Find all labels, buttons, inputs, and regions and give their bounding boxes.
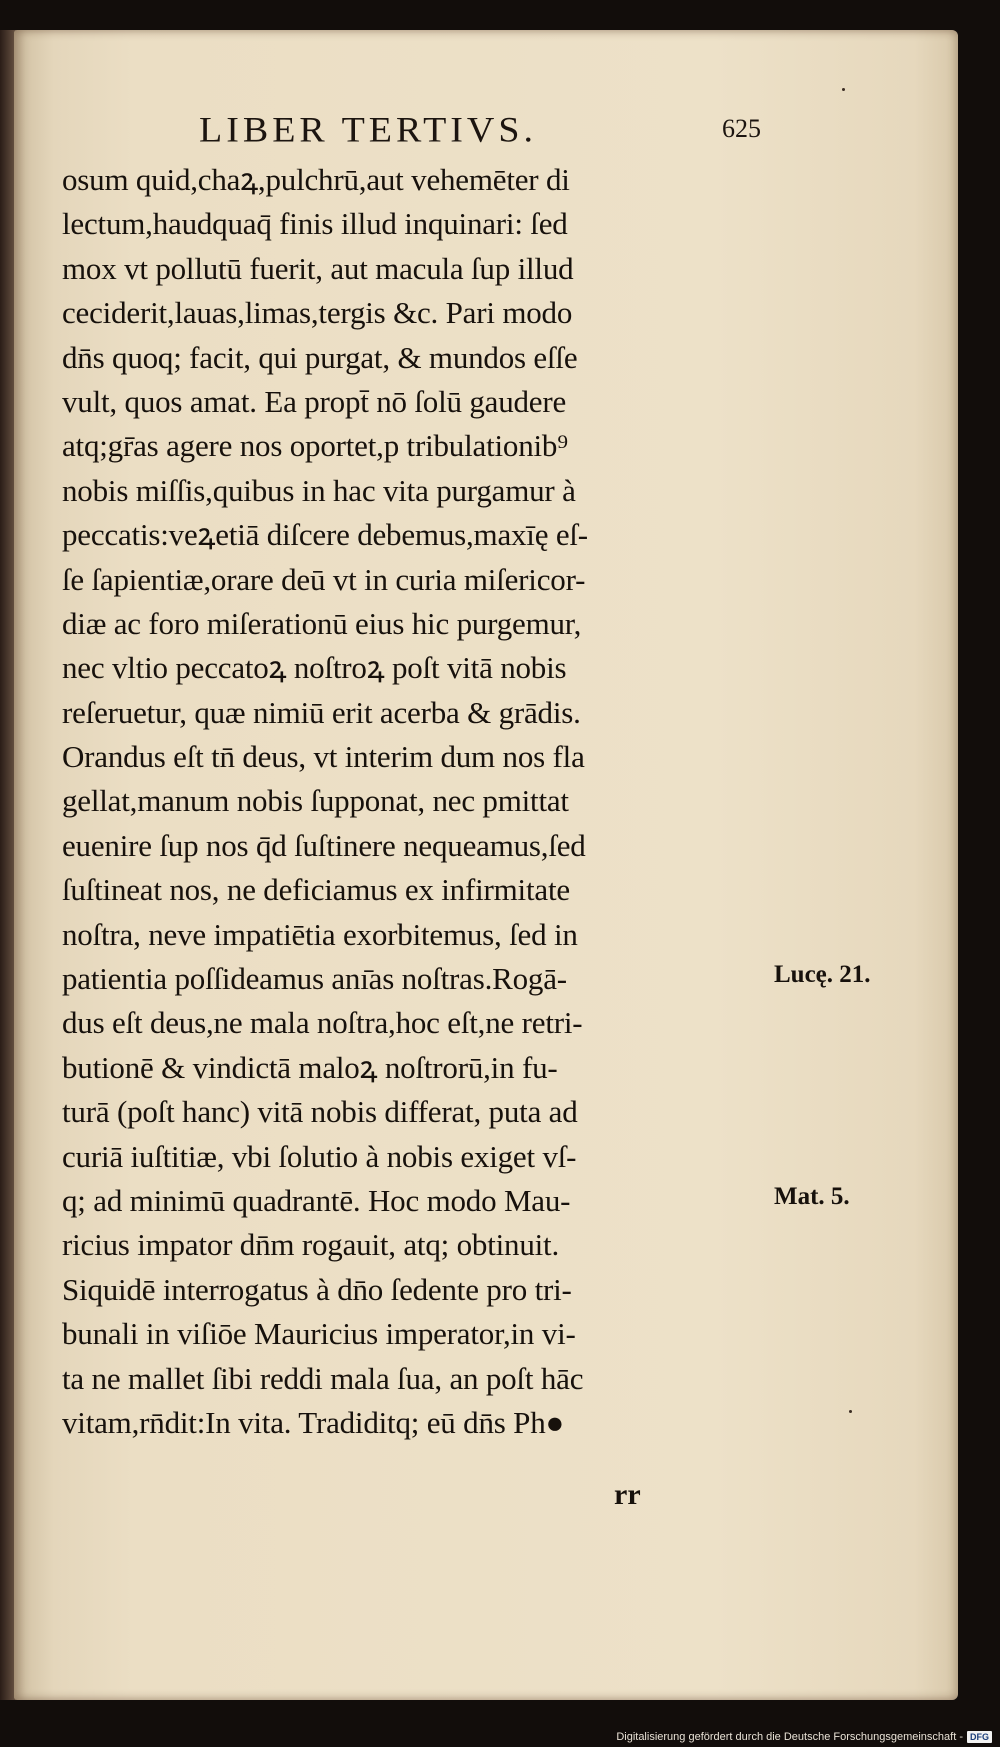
text-line: ſe ſapientiæ,orare deū vt in curia miſericor- [62,561,586,597]
running-head-title: LIBER TERTIVS. [199,110,538,150]
margin-note: Lucę. 21. [774,961,871,989]
credit-text: Digitalisierung gefördert durch die Deutsche Forschungsgemeinschaft - [616,1731,963,1743]
text-line: vitam,rn̄dit:In vita. Tradiditq; eū dn̄s Ph● [62,1404,565,1440]
text-line: Siquidē interrogatus à dn̄o ſedente pro tri- [62,1271,572,1307]
dfg-logo: DFG [967,1731,992,1743]
text-line: Orandus eſt tn̄ deus, vt interim dum nos fla [62,739,585,775]
text-line: butionē & vindictā maloꝝ noſtrorū,in fu- [62,1049,558,1085]
text-line: atq;gr̄as agere nos oportet,p tribulationib⁹ [62,428,568,464]
text-line: ta ne mallet ſibi reddi mala ſua, an poſt hāc [62,1360,584,1396]
book-page [14,30,958,1700]
text-line: euenire ſup nos q̄d ſuſtinere nequeamus,ſed [62,827,586,863]
text-line: nobis miſſis,quibus in hac vita purgamur à [62,472,576,508]
text-line: reſeruetur, quæ nimiū erit acerba & grādis. [62,694,581,730]
body-text [62,158,782,1445]
paper-speck [842,88,845,91]
text-line: curiā iuſtitiæ, vbi ſolutio à nobis exiget vſ- [62,1138,577,1174]
text-line: diæ ac foro miſerationū eius hic purgemur, [62,605,582,641]
text-line: dn̄s quoq; facit, qui purgat, & mundos eſſe [62,339,578,375]
folio-number: 625 [722,114,761,143]
text-line: turā (poſt hanc) vitā nobis differat, puta ad [62,1094,578,1130]
text-line: gellat,manum nobis ſupponat, nec pmittat [62,783,569,819]
text-line: peccatis:veꝝetiā diſcere debemus,maxīę eſ- [62,517,588,553]
digitization-credit [616,1731,992,1743]
margin-note: Mat. 5. [774,1183,850,1211]
text-line: ſuſtineat nos, ne deficiamus ex infirmitate [62,872,570,908]
text-line: noſtra, neve impatiētia exorbitemus, ſed in [62,916,578,952]
text-line: lectum,haudquaq̄ finis illud inquinari: ſed [62,206,568,242]
catchword: rr [614,1478,641,1511]
text-line: ceciderit,lauas,limas,tergis &c. Pari modo [62,295,573,331]
text-line: patientia poſſideamus anı̄as noſtras.Rogā- [62,961,567,997]
text-line: mox vt pollutū fuerit, aut macula ſup illud [62,250,574,286]
text-line: dus eſt deus,ne mala noſtra,hoc eſt,ne retri- [62,1005,583,1041]
text-line: nec vltio peccatoꝝ noſtroꝝ poſt vitā nobis [62,650,567,686]
text-line: osum quid,chaꝝ,pulchrū,aut vehemēter di [62,162,570,197]
text-line: ricius impator dn̄m rogauit, atq; obtinuit. [62,1227,560,1263]
text-line: bunali in viſiōe Mauricius imperator,in vi- [62,1316,576,1352]
text-line: q; ad minimū quadrantē. Hoc modo Mau- [62,1182,571,1218]
running-head [14,108,958,158]
paper-speck [849,1410,852,1413]
text-line: vult, quos amat. Ea propt̄ nō ſolū gaudere [62,383,567,419]
